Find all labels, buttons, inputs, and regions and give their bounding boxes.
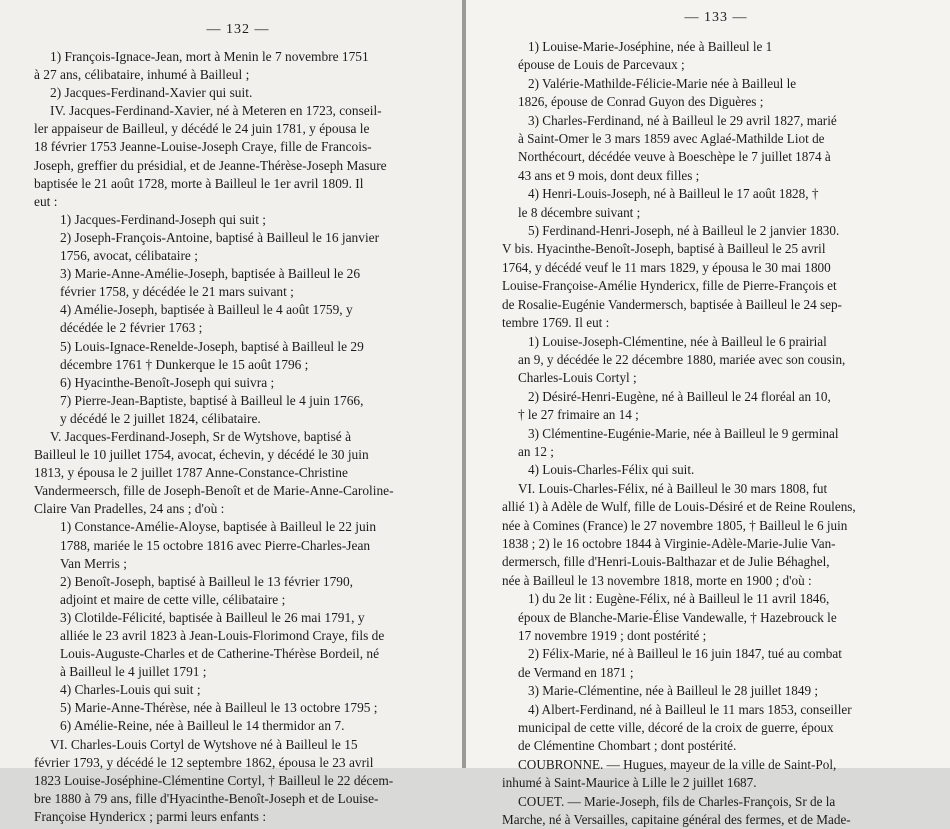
text-line: eut : — [34, 193, 58, 209]
text-line: 3) Clémentine-Eugénie-Marie, née à Bailleul le 9 germinal — [528, 425, 839, 441]
text-line: de Rosalie-Eugénie Vandermersch, baptisée à Bailleul le 24 sep- — [502, 296, 842, 312]
text-line: 4) Henri-Louis-Joseph, né à Bailleul le 17 août 1828, † — [528, 186, 819, 202]
text-line: 18 février 1753 Jeanne-Louise-Joseph Craye, fille de Francois- — [34, 139, 372, 155]
text-line: décembre 1761 † Dunkerque le 15 août 1796 ; — [60, 356, 309, 372]
text-line: Claire Van Pradelles, 24 ans ; d'où : — [34, 501, 225, 517]
text-line: février 1793, y décédé le 12 septembre 1862, épousa le 23 avril — [34, 754, 374, 770]
text-line: 2) Benoît-Joseph, baptisé à Bailleul le 13 février 1790, — [60, 573, 354, 589]
left-page — [0, 0, 462, 824]
text-line: 3) Charles-Ferdinand, né à Bailleul le 29 avril 1827, marié — [528, 112, 837, 128]
text-line: février 1758, y décédée le 21 mars suivant ; — [60, 284, 294, 300]
text-line: 3) Marie-Anne-Amélie-Joseph, baptisée à Bailleul le 26 — [60, 266, 361, 282]
text-line: tembre 1769. Il eut : — [502, 315, 610, 331]
text-line: Françoise Hyndericx ; parmi leurs enfants : — [34, 808, 267, 824]
text-line: COUBRONNE. — Hugues, mayeur de la ville de Saint-Pol, — [518, 756, 837, 772]
text-line: baptisée le 21 août 1728, morte à Bailleul le 1er avril 1809. Il — [34, 175, 364, 191]
text-line: 5) Ferdinand-Henri-Joseph, né à Bailleul le 2 janvier 1830. — [528, 223, 840, 239]
text-line: 2) Joseph-François-Antoine, baptisé à Bailleul le 16 janvier — [60, 229, 380, 245]
text-line: le 8 décembre suivant ; — [518, 204, 641, 220]
text-line: V. Jacques-Ferdinand-Joseph, Sr de Wytshove, baptisé à — [50, 428, 352, 444]
text-line: 1823 Louise-Joséphine-Clémentine Cortyl, † Bailleul le 22 décem- — [34, 772, 394, 788]
text-line: 2) Désiré-Henri-Eugène, né à Bailleul le 24 floréal an 10, — [528, 388, 831, 404]
text-line: VI. Louis-Charles-Félix, né à Bailleul le 30 mars 1808, fut — [518, 480, 828, 496]
text-line: Van Merris ; — [60, 555, 127, 571]
right-page-text — [502, 38, 930, 829]
text-line: née à Comines (France) le 27 novembre 1805, † Bailleul le 6 juin — [502, 517, 848, 533]
text-line: alliée le 23 avril 1823 à Jean-Louis-Florimond Craye, fils de — [60, 628, 385, 643]
text-line: y décédé le 2 juillet 1824, célibataire. — [60, 410, 261, 426]
text-line: 43 ans et 9 mois, dont deux filles ; — [518, 167, 700, 183]
text-line: COUET. — Marie-Joseph, fils de Charles-François, Sr de la — [518, 793, 836, 809]
text-line: Bailleul le 10 juillet 1754, avocat, échevin, y décédé le 30 juin — [34, 447, 369, 463]
text-line: à 27 ans, célibataire, inhumé à Bailleul ; — [34, 67, 250, 83]
text-line: 1) Louise-Joseph-Clémentine, née à Bailleul le 6 prairial — [528, 333, 827, 349]
text-line: ler appaiseur de Bailleul, y décédé le 24 juin 1781, y épousa le — [34, 121, 370, 137]
text-line: 2) Jacques-Ferdinand-Xavier qui suit. — [50, 85, 253, 101]
text-line: 3) Marie-Clémentine, née à Bailleul le 28 juillet 1849 ; — [528, 683, 819, 699]
text-line: 7) Pierre-Jean-Baptiste, baptisé à Bailleul le 4 juin 1766, — [60, 392, 364, 408]
text-line: 1) Louise-Marie-Joséphine, née à Bailleul le 1 — [528, 39, 773, 54]
text-line: allié 1) à Adèle de Wulf, fille de Louis-Désiré et de Reine Roulens, — [502, 499, 856, 515]
text-line: 5) Louis-Ignace-Renelde-Joseph, baptisé à Bailleul le 29 — [60, 338, 364, 354]
right-page-number: — 133 — — [684, 10, 748, 25]
left-page-number: — 132 — — [206, 22, 270, 37]
text-line: 4) Charles-Louis qui suit ; — [60, 682, 201, 698]
text-line: 1) Constance-Amélie-Aloyse, baptisée à Bailleul le 22 juin — [60, 519, 377, 535]
text-line: dermersch, fille d'Henri-Louis-Balthazar et de Julie Béhaghel, — [502, 554, 830, 570]
text-line: an 12 ; — [518, 443, 554, 459]
text-line: 1764, y décédé veuf le 11 mars 1829, y épousa le 30 mai 1800 — [502, 259, 831, 275]
text-line: épouse de Louis de Parcevaux ; — [518, 57, 685, 73]
text-line: de Clémentine Chombart ; dont postérité. — [518, 738, 737, 754]
text-line: 2) Valérie-Mathilde-Félicie-Marie née à Bailleul le — [528, 75, 797, 91]
text-line: 4) Louis-Charles-Félix qui suit. — [528, 462, 695, 478]
text-line: 1838 ; 2) le 16 octobre 1844 à Virginie-Adèle-Marie-Julie Van- — [502, 535, 836, 551]
text-line: 1826, épouse de Conrad Guyon des Diguères ; — [518, 94, 764, 110]
text-line: née à Bailleul le 13 novembre 1818, morte en 1900 ; d'où : — [502, 572, 812, 588]
text-line: 3) Clotilde-Félicité, baptisée à Bailleul le 26 mai 1791, y — [60, 609, 365, 625]
text-line: Vandermeersch, fille de Joseph-Benoît et de Marie-Anne-Caroline- — [34, 483, 394, 499]
text-line: décédée le 2 février 1763 ; — [60, 320, 203, 336]
text-line: IV. Jacques-Ferdinand-Xavier, né à Meteren en 1723, conseil- — [50, 103, 382, 119]
text-line: Louis-Auguste-Charles et de Catherine-Thérèse Bordeil, né — [60, 646, 380, 662]
text-line: 6) Hyacinthe-Benoît-Joseph qui suivra ; — [60, 374, 275, 390]
text-line: an 9, y décédée le 22 décembre 1880, mariée avec son cousin, — [518, 351, 846, 367]
text-line: de Vermand en 1871 ; — [518, 664, 634, 680]
text-line: municipal de cette ville, décoré de la croix de guerre, époux — [518, 720, 834, 736]
text-line: VI. Charles-Louis Cortyl de Wytshove né à Bailleul le 15 — [50, 736, 358, 752]
text-line: 5) Marie-Anne-Thérèse, née à Bailleul le 13 octobre 1795 ; — [60, 700, 378, 716]
text-line: 4) Amélie-Joseph, baptisée à Bailleul le 4 août 1759, y — [60, 302, 353, 318]
text-line: 6) Amélie-Reine, née à Bailleul le 14 thermidor an 7. — [60, 718, 345, 734]
text-line: Charles-Louis Cortyl ; — [518, 370, 637, 386]
text-line: 1) du 2e lit : Eugène-Félix, né à Bailleul le 11 avril 1846, — [528, 591, 830, 607]
text-line: 1756, avocat, célibataire ; — [60, 248, 198, 264]
text-line: Northécourt, décédée veuve à Boeschèpe le 7 juillet 1874 à — [518, 149, 831, 165]
text-line: 1788, mariée le 15 octobre 1816 avec Pierre-Charles-Jean — [60, 537, 371, 553]
text-line: 4) Albert-Ferdinand, né à Bailleul le 11 mars 1853, conseiller — [528, 701, 852, 717]
text-line: à Saint-Omer le 3 mars 1859 avec Aglaé-Mathilde Liot de — [518, 131, 825, 147]
text-line: Louise-Françoise-Amélie Hyndericx, fille de Pierre-François et — [502, 278, 837, 294]
text-line: † le 27 frimaire an 14 ; — [518, 407, 639, 423]
text-line: 17 novembre 1919 ; dont postérité ; — [518, 628, 707, 643]
text-line: bre 1880 à 79 ans, fille d'Hyacinthe-Benoît-Joseph et de Louise- — [34, 790, 379, 806]
text-line: 1) François-Ignace-Jean, mort à Menin le 7 novembre 1751 — [50, 49, 369, 64]
text-line: 2) Félix-Marie, né à Bailleul le 16 juin 1847, tué au combat — [528, 646, 842, 662]
text-line: inhumé à Saint-Maurice à Lille le 2 juillet 1687. — [502, 775, 757, 791]
text-line: 1) Jacques-Ferdinand-Joseph qui suit ; — [60, 211, 267, 227]
right-page — [466, 0, 950, 828]
text-line: adjoint et maire de cette ville, célibataire ; — [60, 591, 286, 607]
text-line: 1813, y épousa le 2 juillet 1787 Anne-Constance-Christine — [34, 465, 348, 481]
text-line: V bis. Hyacinthe-Benoît-Joseph, baptisé à Bailleul le 25 avril — [502, 241, 826, 257]
text-line: époux de Blanche-Marie-Élise Vandewalle, † Hazebrouck le — [518, 609, 837, 625]
left-page-text — [34, 48, 442, 826]
text-line: à Bailleul le 4 juillet 1791 ; — [60, 664, 207, 680]
text-line: Joseph, greffier du présidial, et de Jeanne-Thérèse-Joseph Masure — [34, 157, 387, 173]
text-line: Marche, né à Versailles, capitaine général des fermes, et de Made- — [502, 812, 851, 828]
